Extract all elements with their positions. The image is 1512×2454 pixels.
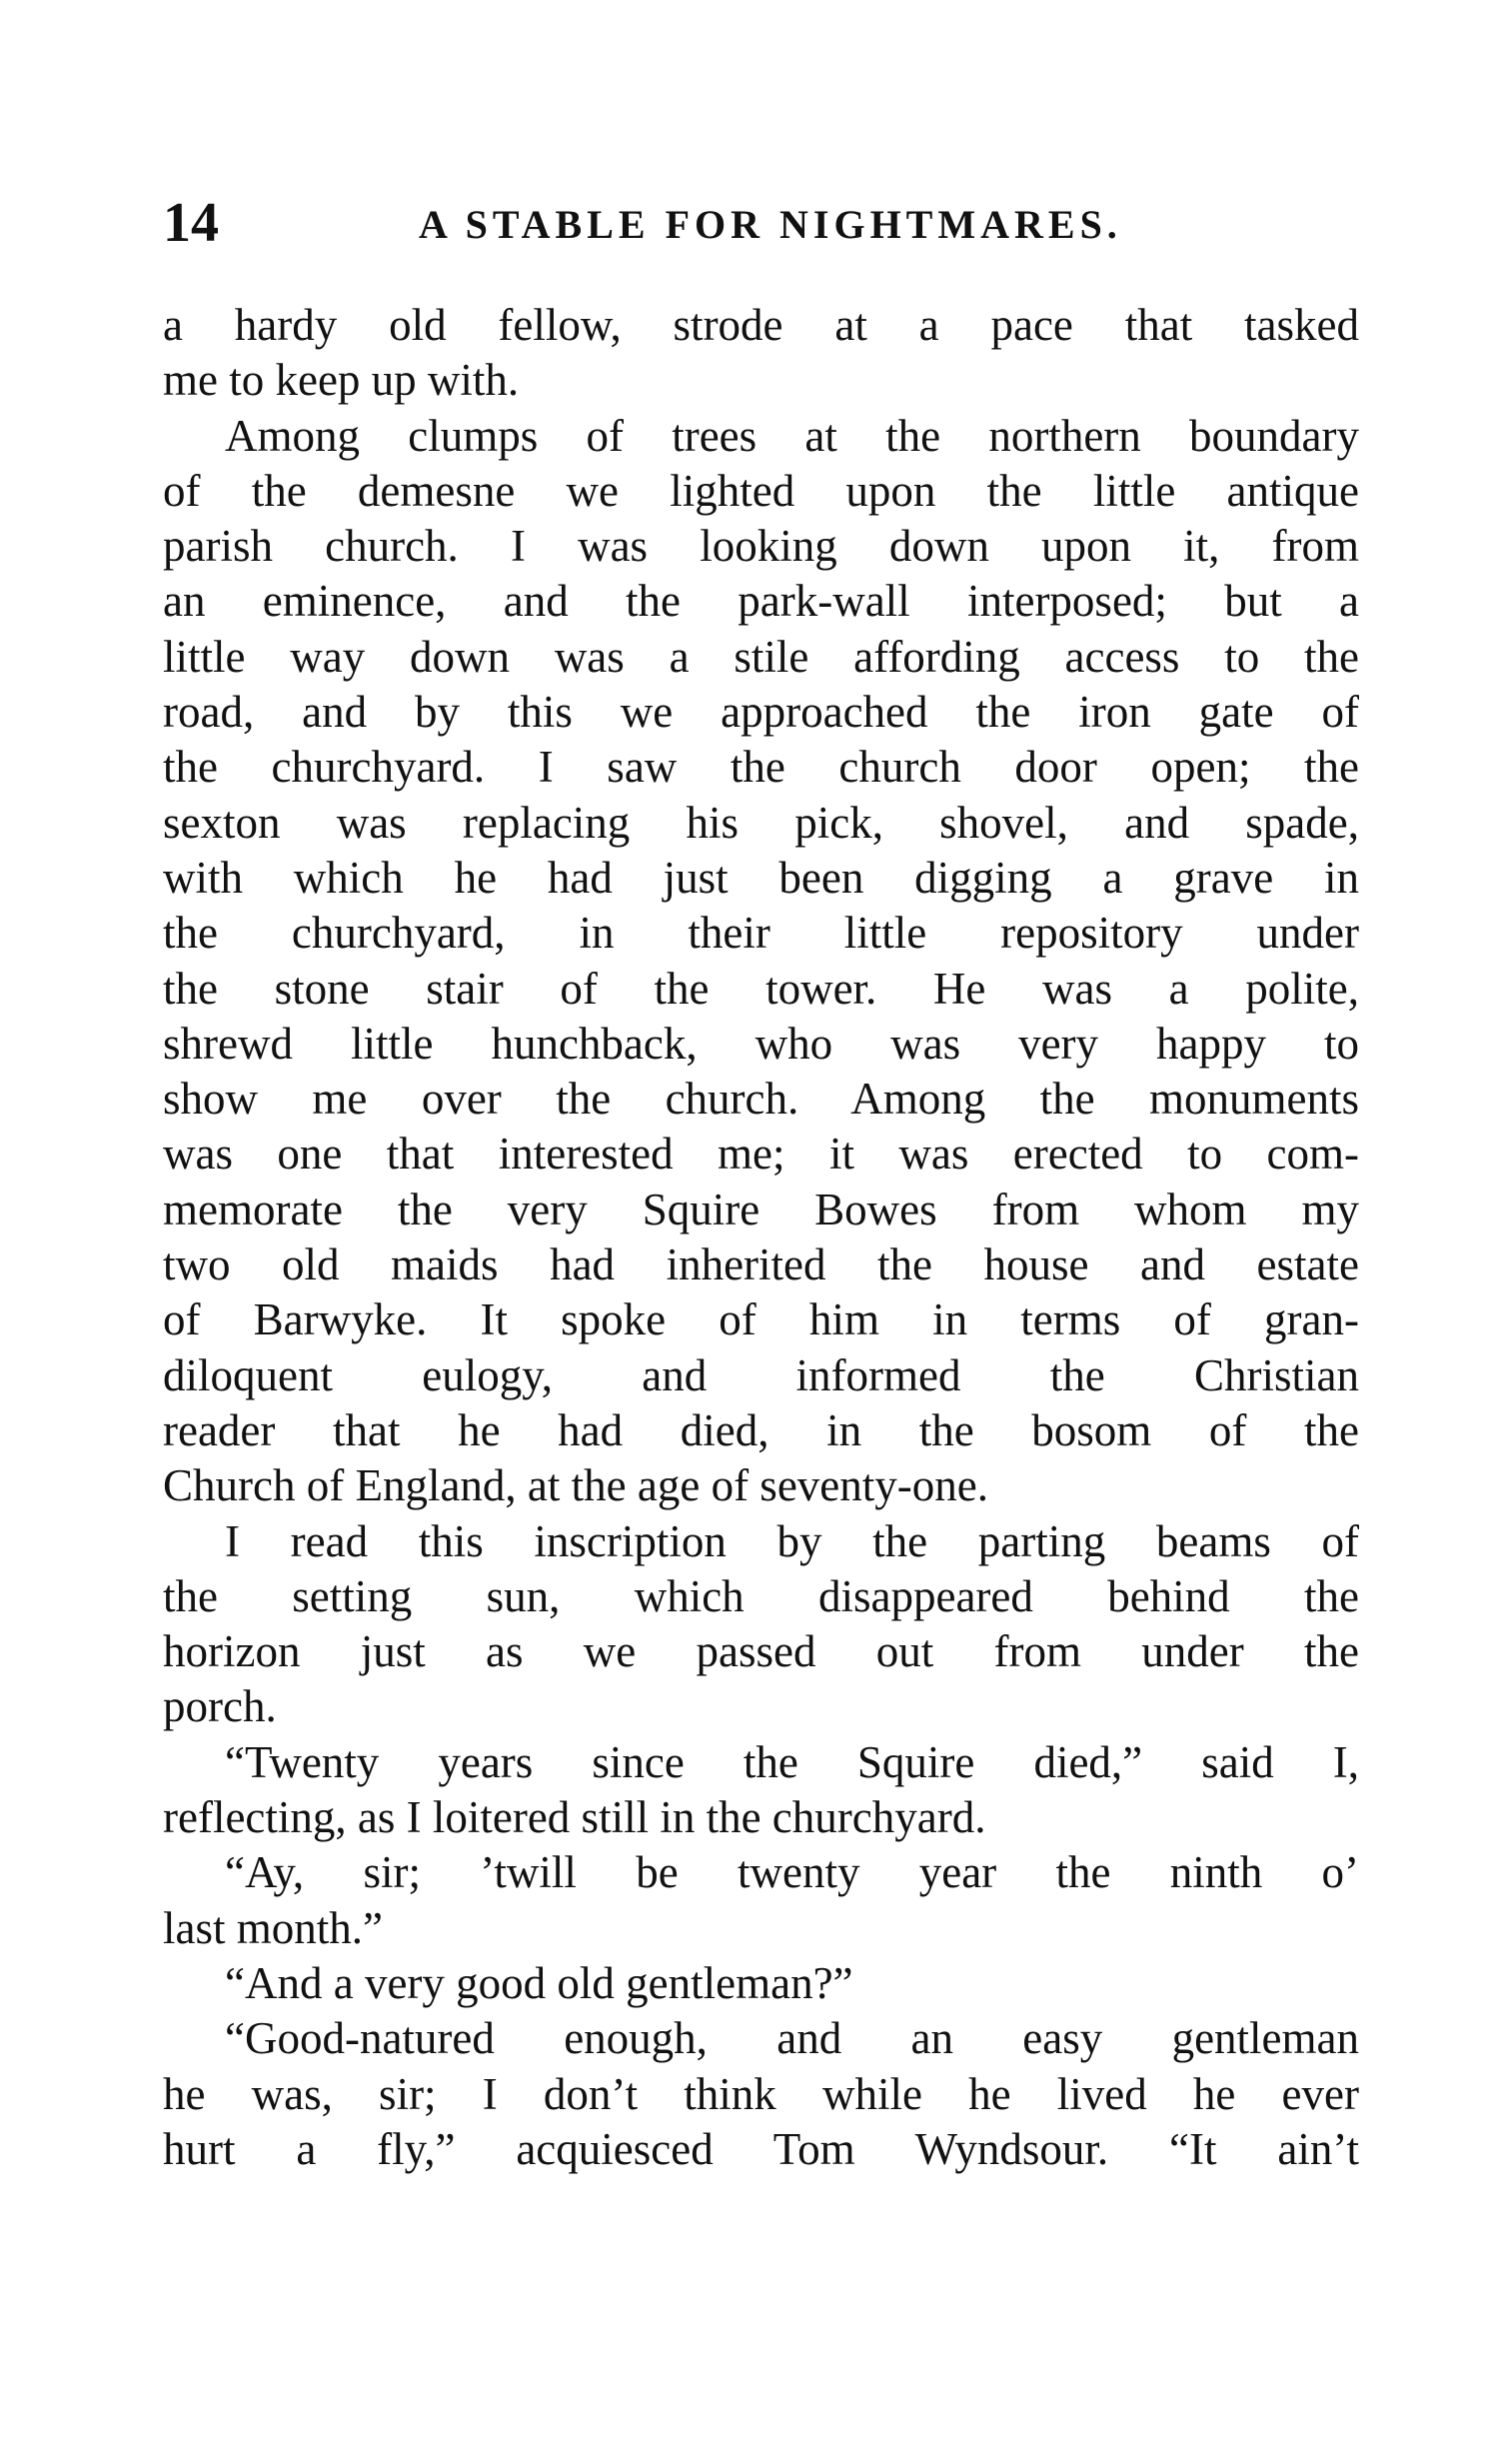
text-line: with which he had just been digging a grave in <box>163 852 1359 903</box>
text-line: the churchyard, in their little repository under <box>163 908 1359 959</box>
text-line: I read this inscription by the parting beams of <box>225 1515 1359 1566</box>
text-line: the stone stair of the tower. He was a polite, <box>163 963 1359 1014</box>
text-line: porch. <box>163 1681 277 1732</box>
text-line: the setting sun, which disappeared behind the <box>163 1570 1359 1621</box>
text-line: diloquent eulogy, and informed the Christian <box>163 1349 1359 1400</box>
text-line: memorate the very Squire Bowes from whom my <box>163 1184 1359 1234</box>
text-line: a hardy old fellow, strode at a pace that tasked <box>163 300 1359 350</box>
text-line: reflecting, as I loitered still in the churchyard. <box>163 1792 986 1843</box>
page-number: 14 <box>163 192 219 254</box>
text-line: last month.” <box>163 1902 383 1953</box>
text-line: “Twenty years since the Squire died,” said I, <box>225 1736 1359 1787</box>
text-line: he was, sir; I don’t think while he lived he ever <box>163 2068 1359 2119</box>
text-line: of Barwyke. It spoke of him in terms of gran- <box>163 1294 1359 1345</box>
text-line: little way down was a stile affording access to the <box>163 631 1359 682</box>
text-line: was one that interested me; it was erected to com- <box>163 1129 1359 1180</box>
text-line: horizon just as we passed out from under the <box>163 1626 1359 1677</box>
text-line: Church of England, at the age of seventy-one. <box>163 1460 988 1511</box>
text-line: “Good-natured enough, and an easy gentleman <box>225 2013 1359 2064</box>
text-line: hurt a fly,” acquiesced Tom Wyndsour. “It ain’t <box>163 2123 1359 2174</box>
text-line: parish church. I was looking down upon it, from <box>163 521 1359 572</box>
text-line: sexton was replacing his pick, shovel, and spade, <box>163 797 1359 848</box>
text-line: of the demesne we lighted upon the little antique <box>163 465 1359 516</box>
running-title: A STABLE FOR NIGHTMARES. <box>419 202 1122 247</box>
text-line: show me over the church. Among the monuments <box>163 1074 1359 1125</box>
text-line: two old maids had inherited the house and estate <box>163 1239 1359 1290</box>
text-line: the churchyard. I saw the church door open; the <box>163 742 1359 793</box>
running-head <box>163 188 1362 258</box>
text-line: shrewd little hunchback, who was very happy to <box>163 1018 1359 1069</box>
text-line: reader that he had died, in the bosom of the <box>163 1404 1359 1455</box>
text-line: me to keep up with. <box>163 355 520 406</box>
text-line: an eminence, and the park-wall interposed; but a <box>163 576 1359 627</box>
body-text <box>163 298 1359 2177</box>
text-line: road, and by this we approached the iron gate of <box>163 687 1359 738</box>
text-line: “And a very good old gentleman?” <box>225 1957 853 2008</box>
text-line: Among clumps of trees at the northern boundary <box>225 410 1359 461</box>
text-line: “Ay, sir; ’twill be twenty year the ninth o’ <box>225 1847 1359 1898</box>
